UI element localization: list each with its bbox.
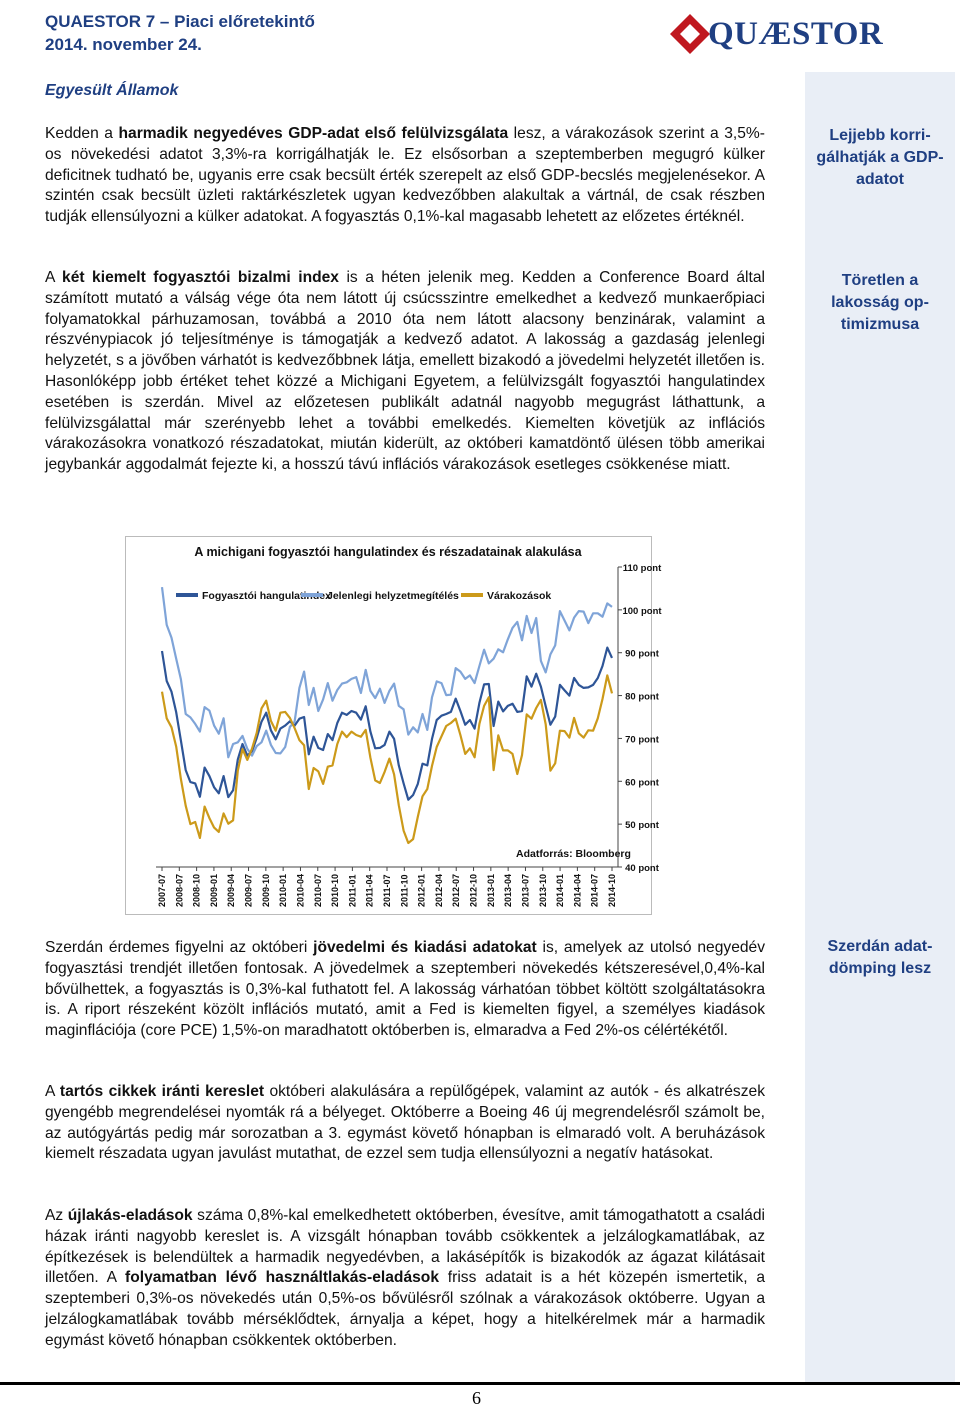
logo-wordmark: QUÆSTOR bbox=[708, 16, 884, 52]
x-tick-label: 2011-10 bbox=[399, 874, 410, 907]
paragraph-confidence: A két kiemelt fogyasztói bizalmi index is a héten jelenik meg. Kedden a Conference Board által számított mutató a válság vége óta nem látott új csúcsszintre emelkedhet a kedvező munkaerőpiaci folyamatokkal párhuzamosan, továbbá a 2010 óta nem látott alacsony benzinárak, valamint a részvénypiacok jó teljesítménye is támogatják a kedvező adatot. A lakosság a gazdaság jelenlegi helyzetét, s a jövőben várhatót is kedvezőbbnek látja, emellett bizakodó a jövedelmi helyzetét illetően is. Hasonlóképp jobb értéket tehet közzé a Michigani Egyetem, a felülvizsgált fogyasztói hangulatindex esetében is szerdán. Mivel az előzetesen publikált adatnál nagyobb megugrást láthattunk, a felülvizsgálattal már szerényebb lehet a további emelkedés. Kiemelten követjük az inflációs várakozásokra vonatkozó részadatokat, miután kiderült, az októberi kamatdöntő ülésen több amerikai jegybankár aggodalmát fejezte ki, a hosszú távú inflációs várakozások esetleges csökkenése miatt. bbox=[45, 269, 765, 474]
quaestor-diamond-logo-icon bbox=[668, 12, 712, 56]
y-tick-label: 60 pont bbox=[625, 777, 659, 789]
legend-label: Jelenlegi helyzetmegítélés bbox=[327, 590, 459, 602]
x-tick-label: 2014-01 bbox=[555, 873, 566, 907]
x-tick-label: 2013-01 bbox=[485, 873, 496, 907]
paragraph-durables: A tartós cikkek iránti kereslet októberi alakulására a repülőgépek, valamint az autók - és alkatrészek gyengébb megrendelései nyomták rá a bélyeget. Októberre a Boeing 46 új megrendelésről számolt be, az autógyártás pedig már sorozatban a 3. egymást követő hónapban is elmaradó volt. A beruházások kiemelt részadata ugyan javulást mutathat, de ezzel sem tudja ellensúlyozni a negatív hatásokat. bbox=[45, 1083, 765, 1163]
x-tick-label: 2012-04 bbox=[433, 873, 444, 907]
x-tick-label: 2014-10 bbox=[607, 873, 617, 907]
x-tick-label: 2008-10 bbox=[191, 873, 202, 907]
x-tick-label: 2010-04 bbox=[295, 873, 306, 907]
series-line bbox=[162, 587, 612, 757]
x-tick-label: 2011-04 bbox=[364, 874, 375, 907]
x-tick-label: 2011-01 bbox=[347, 874, 358, 907]
legend-label: Várakozások bbox=[487, 590, 552, 602]
chart-title: A michigani fogyasztói hangulatindex és részadatainak alakulása bbox=[194, 545, 582, 559]
x-tick-label: 2014-07 bbox=[589, 873, 600, 907]
sidebar-background bbox=[805, 72, 955, 1382]
x-tick-label: 2009-10 bbox=[260, 873, 271, 907]
company-logo bbox=[666, 4, 884, 64]
x-tick-label: 2013-10 bbox=[537, 873, 548, 907]
sidebar-note-gdp: Lejjebb korri-gálhatják a GDP-adatot bbox=[816, 127, 944, 188]
x-tick-label: 2009-01 bbox=[208, 873, 219, 907]
x-tick-label: 2010-07 bbox=[312, 873, 323, 907]
x-tick-label: 2008-07 bbox=[174, 873, 185, 907]
chart-canvas bbox=[126, 537, 662, 914]
footer-rule bbox=[0, 1382, 960, 1385]
x-tick-label: 2012-10 bbox=[468, 873, 479, 907]
y-tick-label: 50 pont bbox=[625, 820, 659, 832]
x-tick-label: 2009-07 bbox=[243, 873, 254, 907]
section-title: Egyesült Államok bbox=[45, 82, 179, 99]
y-tick-label: 80 pont bbox=[625, 691, 659, 703]
x-tick-label: 2013-07 bbox=[520, 873, 531, 907]
paragraph-gdp: Kedden a harmadik negyedéves GDP-adat első felülvizsgálata lesz, a várakozások szerint a 3,5%-os növekedési adatot 3,3%-ra korrigálhatják le. Ez elsősorban a szeptemberben megugró külker deficitnek tudható be, ugyanis erre csak becsült érték szerepelt az első GDP-becslés megjelenésekor. A szintén csak becsült üzleti raktárkészletek ugyan kedvezőbben alakultak a vártnál, de csak részben tudják ellensúlyozni a külker adatokat. A fogyasztás 0,1%-kal magasabb lehetett az előzetes értéknél. bbox=[45, 125, 765, 226]
x-tick-label: 2009-04 bbox=[226, 873, 237, 907]
michigan-sentiment-chart bbox=[125, 536, 662, 915]
y-tick-label: 110 pont bbox=[622, 563, 662, 574]
chart-source: Adatforrás: Bloomberg bbox=[516, 848, 631, 860]
sidebar-note-optimism: Töretlen a lakosság op-timizmusa bbox=[831, 272, 929, 333]
y-tick-label: 70 pont bbox=[625, 734, 659, 746]
x-tick-label: 2014-04 bbox=[572, 873, 583, 907]
sidebar-note-data-flood: Szerdán adat-dömping lesz bbox=[827, 938, 933, 977]
x-tick-label: 2010-10 bbox=[330, 873, 341, 907]
y-tick-label: 40 pont bbox=[625, 863, 659, 874]
x-tick-label: 2010-01 bbox=[278, 873, 289, 907]
legend-label: Fogyasztói hangulatindex bbox=[202, 590, 331, 602]
paragraph-housing: Az újlakás-eladások száma 0,8%-kal emelkedhetett októberben, évesítve, amit támogathatott a családi házak iránti nagyobb kereslet is. A vizsgált hónapban tovább csökkentek a jelzálogkamatlábak, az építkezések is belendültek a harmadik negyedévben, a lakásépítők is bizakodók az ágazat kilátásait illetően. A folyamatban lévő használtlakás-eladások friss adatait is a hét közepén ismertetik, a szeptemberi 0,3%-os növekedés után 0,5%-os bővülésről szólnak a várakozások októberre. Ugyan a jelzálogkamatlábak tovább mérséklődtek, árnyalja a képet, hogy a hitelkérelmek már a harmadik egymást követő hónapban csökkentek októberben. bbox=[45, 1207, 765, 1349]
page-number: 6 bbox=[472, 1388, 481, 1408]
y-tick-label: 90 pont bbox=[625, 648, 659, 660]
x-tick-label: 2012-07 bbox=[451, 873, 462, 907]
x-tick-label: 2007-07 bbox=[157, 873, 167, 907]
report-title: QUAESTOR 7 – Piaci előretekintő bbox=[45, 12, 315, 31]
report-date: 2014. november 24. bbox=[45, 35, 202, 54]
paragraph-income: Szerdán érdemes figyelni az októberi jövedelmi és kiadási adatokat is, amelyek az utolsó negyedév fogyasztási trendjét illetően fontosak. A jövedelmek a szeptemberi növekedés kétszeresével,0,4%-kal bővülhettek, a fogyasztás is 0,3%-kal futhatott fel. A lakosság várhatóan többet költött szolgáltatásokra is. A riport részeként közölt inflációs mutató, amit a Fed is kiemelten figyel, a személyes kiadások maginflációja (core PCE) 1,5%-on maradhatott októberben is, elmaradva a Fed 2%-os célértékétől. bbox=[45, 939, 766, 1040]
x-tick-label: 2011-07 bbox=[382, 874, 392, 907]
y-tick-label: 100 pont bbox=[622, 605, 662, 617]
x-tick-label: 2012-01 bbox=[416, 873, 427, 907]
x-tick-label: 2013-04 bbox=[503, 873, 514, 907]
